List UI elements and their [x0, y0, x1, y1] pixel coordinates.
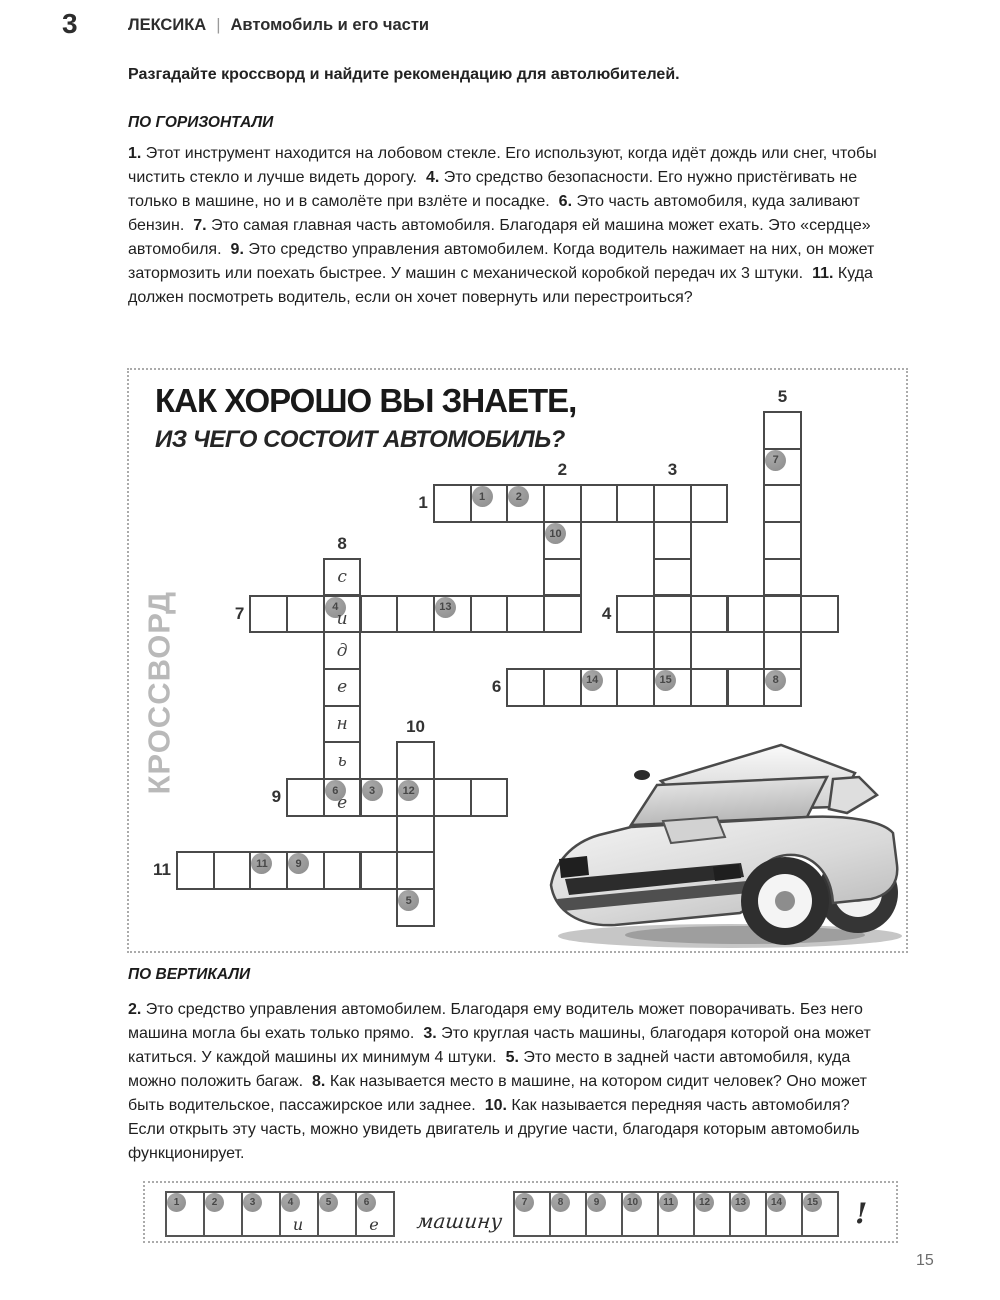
answer-cell-number: 9 [587, 1193, 606, 1212]
letter-number-badge: 10 [545, 523, 566, 544]
crossword-cell[interactable] [616, 668, 655, 707]
answer-letter: е [369, 1215, 379, 1234]
down-heading: ПО ВЕРТИКАЛИ [128, 966, 251, 983]
crossword-title-line2: ИЗ ЧЕГО СОСТОИТ АВТОМОБИЛЬ? [155, 426, 565, 453]
crossword-cell[interactable] [396, 815, 435, 854]
crossword-cell[interactable] [543, 484, 582, 523]
handwritten-letter: е [337, 792, 348, 813]
answer-cell-number: 6 [357, 1193, 376, 1212]
clue-number: 3. [423, 1025, 437, 1042]
word-number-label: 1 [418, 493, 428, 513]
handwritten-letter: с [337, 567, 347, 588]
crossword-cell[interactable] [763, 411, 802, 450]
crossword-cell[interactable] [690, 595, 729, 634]
crossword-cell[interactable] [543, 668, 582, 707]
handwritten-letter: д [336, 640, 348, 661]
crossword-cell[interactable] [543, 558, 582, 597]
clue-number: 5. [505, 1049, 519, 1066]
handwritten-letter: и [336, 609, 348, 630]
handwritten-word: машину [415, 1209, 504, 1233]
clue-number: 1. [128, 145, 142, 162]
crossword-cell[interactable] [396, 595, 435, 634]
crossword-cell[interactable] [396, 851, 435, 890]
crossword-cell[interactable] [653, 558, 692, 597]
crossword-cell[interactable] [727, 668, 766, 707]
letter-number-badge: 5 [398, 890, 419, 911]
letter-number-badge: 14 [582, 670, 603, 691]
down-clues: 2. Это средство управления автомобилем. Благодаря ему водитель может поворачивать. Без него машина могла бы ехать только прямо. 3. Это круглая часть машины, благодаря которой она может катиться. У каждой машины их минимум 4 штуки. 5. Это место в задней части автомобиля, куда можно положить багаж. 8. Как называется место в машине, на котором сидит человек? Оно может быть водительское, пассажирское или заднее. 10. Как называется передняя часть автомобиля? Если открыть эту часть, можно увидеть двигатель и другие части, благодаря которым автомобиль функционирует. [128, 1001, 871, 1162]
crossword-cell[interactable] [433, 778, 472, 817]
answer-cell-number: 15 [803, 1193, 822, 1212]
page-number: 15 [916, 1252, 934, 1269]
letter-number-badge: 3 [362, 780, 383, 801]
crossword-cell[interactable] [763, 631, 802, 670]
car-illustration [545, 715, 907, 952]
letter-number-badge: 12 [398, 780, 419, 801]
answer-cell-number: 10 [623, 1193, 642, 1212]
crossword-cell[interactable] [616, 484, 655, 523]
crossword-cell[interactable] [176, 851, 215, 890]
clue-number: 10. [484, 1097, 507, 1114]
word-number-label: 9 [271, 787, 282, 806]
crossword-cell[interactable] [616, 595, 655, 634]
crossword-cell[interactable] [763, 558, 802, 597]
crossword-box [127, 368, 908, 953]
handwritten-letter: н [336, 713, 348, 734]
crossword-cell[interactable] [580, 484, 619, 523]
answer-strip [143, 1181, 898, 1243]
crossword-cell[interactable] [506, 595, 545, 634]
crossword-cell[interactable] [323, 851, 362, 890]
crossword-cell[interactable] [286, 778, 325, 817]
clue-number: 11. [812, 265, 834, 282]
clue-number: 4. [425, 169, 440, 186]
answer-letter: и [292, 1215, 304, 1234]
crossword-cell[interactable] [249, 595, 288, 634]
letter-number-badge: 7 [765, 450, 786, 471]
crossword-cell[interactable] [396, 741, 435, 780]
answer-cell-number: 11 [659, 1193, 678, 1212]
letter-number-badge: 11 [251, 853, 272, 874]
unit-number: 3 [62, 8, 78, 39]
crossword-cell[interactable] [653, 521, 692, 560]
crossword-cell[interactable] [360, 595, 399, 634]
crossword-cell[interactable] [360, 851, 399, 890]
word-number-label: 2 [557, 460, 568, 480]
crossword-cell[interactable] [800, 595, 839, 634]
clue-number: 9. [230, 241, 244, 258]
answer-cell-number: 8 [551, 1193, 570, 1212]
answer-cell-number: 12 [695, 1193, 714, 1212]
word-number-label: 3 [667, 460, 678, 480]
letter-number-badge: 15 [655, 670, 676, 691]
answer-cell-number: 3 [243, 1193, 262, 1212]
car-front-wheel [741, 857, 829, 945]
letter-number-badge: 8 [765, 670, 786, 691]
crossword-cell[interactable] [433, 484, 472, 523]
answer-cell-number: 14 [767, 1193, 786, 1212]
answer-cell-number: 13 [731, 1193, 750, 1212]
crossword-cell[interactable] [763, 484, 802, 523]
word-number-label: 10 [406, 717, 425, 737]
crossword-cell[interactable] [763, 595, 802, 634]
crossword-cell[interactable] [286, 595, 325, 634]
crossword-cell[interactable] [543, 595, 582, 634]
crossword-side-label: КРОССВОРД [141, 590, 177, 795]
letter-number-badge: 6 [325, 780, 346, 801]
across-clues: 1. Этот инструмент находится на лобовом стекле. Его используют, когда идёт дождь или снег, чтобы чистить стекло и лучше видеть дорогу. 4. Это средство безопасности. Его нужно пристёгивать не только в машине, но и в самолёте при взлёте и посадке. 6. Это часть автомобиля, куда заливают бензин. 7. Это самая главная часть автомобиля. Благодаря ей машина может ехать. Это «сердце» автомобиля. 9. Это средство управления автомобилем. Когда водитель нажимает на них, он может затормозить или поехать быстрее. У машин с механической коробкой передач их 3 штуки. 11. Куда должен посмотреть водитель, если он хочет повернуть или перестроиться? [128, 145, 877, 306]
answer-cell-number: 1 [167, 1193, 186, 1212]
crossword-cell[interactable] [690, 484, 729, 523]
crossword-cell[interactable] [506, 668, 545, 707]
clue-number: 8. [312, 1073, 326, 1090]
answer-cell-number: 4 [281, 1193, 300, 1212]
clue-number: 2. [128, 1001, 142, 1018]
crossword-cell[interactable] [763, 521, 802, 560]
page-header [128, 16, 429, 35]
letter-number-badge: 4 [325, 597, 346, 618]
answer-cell-number: 5 [319, 1193, 338, 1212]
clue-number: 7. [193, 217, 207, 234]
word-number-label: 7 [234, 603, 245, 623]
crossword-cell[interactable] [653, 595, 692, 634]
letter-number-badge: 13 [435, 597, 456, 618]
crossword-cell[interactable] [213, 851, 252, 890]
handwritten-letter: е [337, 677, 348, 698]
crossword-cell[interactable] [470, 778, 509, 817]
section-label: ЛЕКСИКА [128, 16, 207, 34]
word-number-label: 5 [777, 387, 788, 406]
header-separator: | [216, 16, 221, 34]
word-number-label: 8 [337, 533, 347, 553]
crossword-cell[interactable] [690, 668, 729, 707]
word-number-label: 11 [153, 860, 171, 880]
across-heading: ПО ГОРИЗОНТАЛИ [128, 114, 274, 131]
crossword-cell[interactable] [653, 631, 692, 670]
crossword-cell[interactable] [470, 595, 509, 634]
crossword-title-line1: КАК ХОРОШО ВЫ ЗНАЕТЕ, [155, 382, 577, 419]
answer-cell-number: 2 [205, 1193, 224, 1212]
crossword-cell[interactable] [727, 595, 766, 634]
word-number-label: 6 [491, 676, 502, 696]
letter-number-badge: 1 [472, 486, 493, 507]
handwritten-letter: ь [337, 750, 347, 771]
topic-title: Автомобиль и его части [230, 16, 430, 34]
clue-number: 6. [558, 193, 573, 210]
letter-number-badge: 9 [288, 853, 309, 874]
crossword-cell[interactable] [653, 484, 692, 523]
task-instruction: Разгадайте кроссворд и найдите рекомендацию для автолюбителей. [128, 66, 680, 83]
exclamation-mark: ! [855, 1197, 868, 1230]
answer-cell-number: 7 [515, 1193, 534, 1212]
word-number-label: 4 [601, 603, 612, 623]
letter-number-badge: 2 [508, 486, 529, 507]
